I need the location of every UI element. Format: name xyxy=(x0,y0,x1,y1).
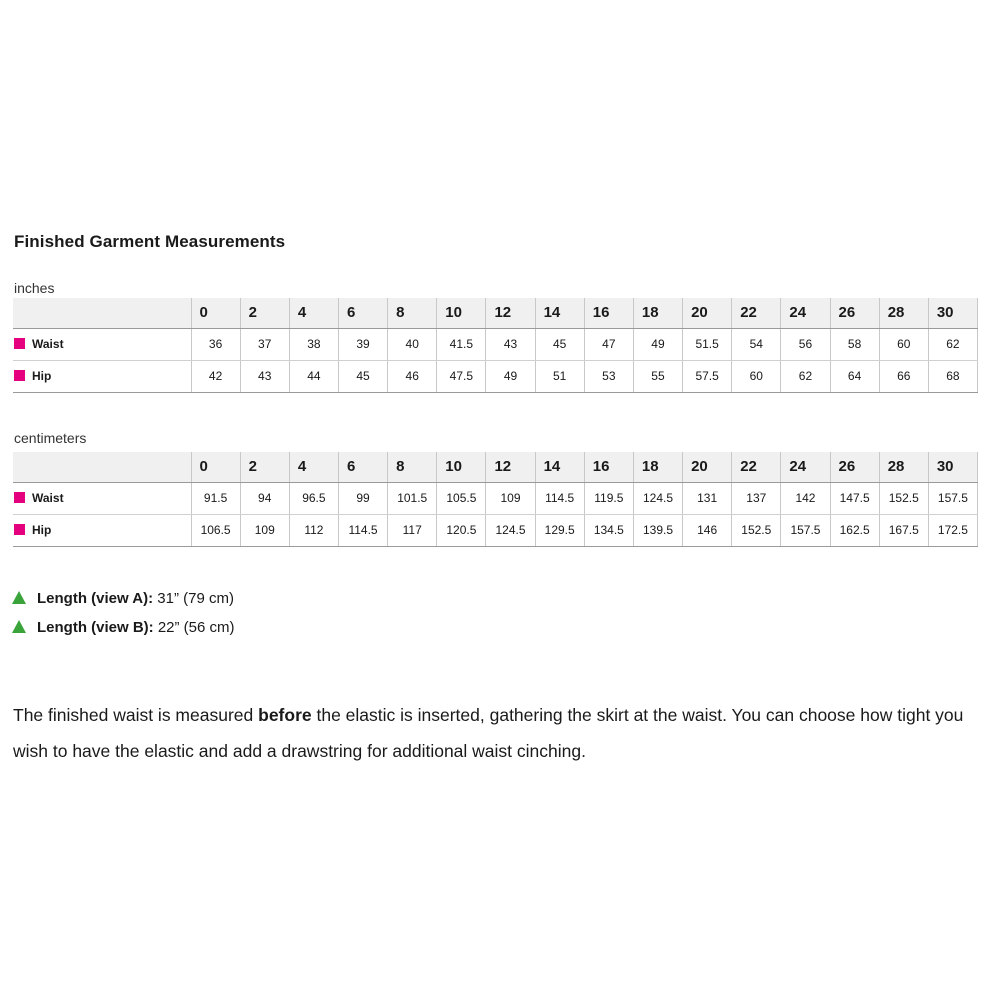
value-cell: 106.5 xyxy=(191,514,240,546)
pink-square-icon xyxy=(14,338,25,349)
row-label xyxy=(13,482,191,514)
size-header-cell: 30 xyxy=(928,452,977,482)
value-cell: 44 xyxy=(289,360,338,392)
unit-label-centimeters: centimeters xyxy=(14,430,87,446)
value-cell: 167.5 xyxy=(879,514,928,546)
value-cell: 124.5 xyxy=(486,514,535,546)
size-header-cell: 2 xyxy=(240,452,289,482)
value-cell: 105.5 xyxy=(437,482,486,514)
size-header-cell: 12 xyxy=(486,452,535,482)
value-cell: 46 xyxy=(388,360,437,392)
triangle-icon xyxy=(12,591,26,604)
value-cell: 109 xyxy=(486,482,535,514)
size-header-cell: 18 xyxy=(633,452,682,482)
measurement-table-inches xyxy=(13,298,978,393)
size-header-cell: 6 xyxy=(338,298,387,328)
measurement-row-hip xyxy=(13,514,978,546)
size-header-cell: 10 xyxy=(437,298,486,328)
value-cell: 91.5 xyxy=(191,482,240,514)
value-cell: 109 xyxy=(240,514,289,546)
pink-square-icon xyxy=(14,524,25,535)
row-label xyxy=(13,360,191,392)
value-cell: 58 xyxy=(830,328,879,360)
value-cell: 62 xyxy=(928,328,977,360)
value-cell: 55 xyxy=(633,360,682,392)
value-cell: 119.5 xyxy=(584,482,633,514)
value-cell: 157.5 xyxy=(928,482,977,514)
size-header-cell: 16 xyxy=(584,298,633,328)
value-cell: 147.5 xyxy=(830,482,879,514)
note-text: The finished waist is measured xyxy=(13,705,259,725)
size-header-cell: 26 xyxy=(830,452,879,482)
row-label-text: Waist xyxy=(32,491,64,505)
value-cell: 60 xyxy=(879,328,928,360)
row-label xyxy=(13,328,191,360)
value-cell: 57.5 xyxy=(683,360,732,392)
value-cell: 142 xyxy=(781,482,830,514)
value-cell: 43 xyxy=(486,328,535,360)
value-cell: 146 xyxy=(683,514,732,546)
value-cell: 45 xyxy=(535,328,584,360)
size-header-cell: 4 xyxy=(289,298,338,328)
size-header-cell: 0 xyxy=(191,452,240,482)
value-cell: 157.5 xyxy=(781,514,830,546)
value-cell: 101.5 xyxy=(388,482,437,514)
pink-square-icon xyxy=(14,370,25,381)
row-label xyxy=(13,514,191,546)
size-header-cell: 10 xyxy=(437,452,486,482)
size-header-cell: 14 xyxy=(535,298,584,328)
value-cell: 39 xyxy=(338,328,387,360)
length-label: Length (view A): xyxy=(37,590,154,607)
pink-square-icon xyxy=(14,492,25,503)
length-view-a xyxy=(12,590,234,607)
value-cell: 172.5 xyxy=(928,514,977,546)
value-cell: 49 xyxy=(486,360,535,392)
value-cell: 42 xyxy=(191,360,240,392)
size-header-cell: 28 xyxy=(879,452,928,482)
value-cell: 162.5 xyxy=(830,514,879,546)
size-header-cell: 30 xyxy=(928,298,977,328)
measurement-row-hip xyxy=(13,360,978,392)
value-cell: 117 xyxy=(388,514,437,546)
measurement-table-centimeters xyxy=(13,452,978,547)
size-header-cell: 22 xyxy=(732,298,781,328)
size-header-cell: 14 xyxy=(535,452,584,482)
value-cell: 114.5 xyxy=(338,514,387,546)
size-header-cell: 8 xyxy=(388,298,437,328)
value-cell: 38 xyxy=(289,328,338,360)
row-label-text: Hip xyxy=(32,369,52,383)
row-label-text: Hip xyxy=(32,523,52,537)
unit-label-inches: inches xyxy=(14,280,55,296)
size-header-cell: 22 xyxy=(732,452,781,482)
value-cell: 129.5 xyxy=(535,514,584,546)
value-cell: 114.5 xyxy=(535,482,584,514)
measurement-row-waist xyxy=(13,482,978,514)
value-cell: 54 xyxy=(732,328,781,360)
value-cell: 134.5 xyxy=(584,514,633,546)
size-header-cell: 8 xyxy=(388,452,437,482)
value-cell: 51.5 xyxy=(683,328,732,360)
value-cell: 137 xyxy=(732,482,781,514)
size-header-cell: 20 xyxy=(683,452,732,482)
page-title: Finished Garment Measurements xyxy=(14,232,286,251)
value-cell: 51 xyxy=(535,360,584,392)
size-header-cell: 2 xyxy=(240,298,289,328)
value-cell: 99 xyxy=(338,482,387,514)
value-cell: 62 xyxy=(781,360,830,392)
value-cell: 120.5 xyxy=(437,514,486,546)
size-header-cell: 4 xyxy=(289,452,338,482)
value-cell: 43 xyxy=(240,360,289,392)
value-cell: 41.5 xyxy=(437,328,486,360)
value-cell: 139.5 xyxy=(633,514,682,546)
size-header-row xyxy=(13,452,978,482)
value-cell: 53 xyxy=(584,360,633,392)
value-cell: 152.5 xyxy=(879,482,928,514)
size-header-cell: 0 xyxy=(191,298,240,328)
size-header-cell: 24 xyxy=(781,452,830,482)
length-value: 22” (56 cm) xyxy=(153,619,235,636)
value-cell: 66 xyxy=(879,360,928,392)
size-header-cell: 24 xyxy=(781,298,830,328)
value-cell: 112 xyxy=(289,514,338,546)
size-header-cell: 28 xyxy=(879,298,928,328)
header-corner-cell xyxy=(13,452,191,482)
value-cell: 47.5 xyxy=(437,360,486,392)
value-cell: 64 xyxy=(830,360,879,392)
size-header-cell: 26 xyxy=(830,298,879,328)
value-cell: 96.5 xyxy=(289,482,338,514)
value-cell: 40 xyxy=(388,328,437,360)
size-header-cell: 6 xyxy=(338,452,387,482)
size-header-cell: 18 xyxy=(633,298,682,328)
value-cell: 37 xyxy=(240,328,289,360)
note-emphasis: before xyxy=(258,705,312,725)
measurement-row-waist xyxy=(13,328,978,360)
value-cell: 60 xyxy=(732,360,781,392)
row-label-text: Waist xyxy=(32,337,64,351)
size-header-cell: 20 xyxy=(683,298,732,328)
header-corner-cell xyxy=(13,298,191,328)
length-label: Length (view B): xyxy=(37,619,154,636)
value-cell: 36 xyxy=(191,328,240,360)
value-cell: 94 xyxy=(240,482,289,514)
value-cell: 49 xyxy=(633,328,682,360)
length-view-b xyxy=(12,619,235,636)
size-header-cell: 12 xyxy=(486,298,535,328)
value-cell: 68 xyxy=(928,360,977,392)
value-cell: 152.5 xyxy=(732,514,781,546)
value-cell: 47 xyxy=(584,328,633,360)
value-cell: 131 xyxy=(683,482,732,514)
value-cell: 56 xyxy=(781,328,830,360)
value-cell: 124.5 xyxy=(633,482,682,514)
length-value: 31” (79 cm) xyxy=(153,590,234,607)
size-header-row xyxy=(13,298,978,328)
note-text: the elastic is inserted, gathering the skirt at the waist. You can choose how tight you wish to have the elastic and add a drawstring for additional waist cinching. xyxy=(13,705,964,761)
value-cell: 45 xyxy=(338,360,387,392)
size-header-cell: 16 xyxy=(584,452,633,482)
waist-note xyxy=(13,697,973,769)
triangle-icon xyxy=(12,620,26,633)
